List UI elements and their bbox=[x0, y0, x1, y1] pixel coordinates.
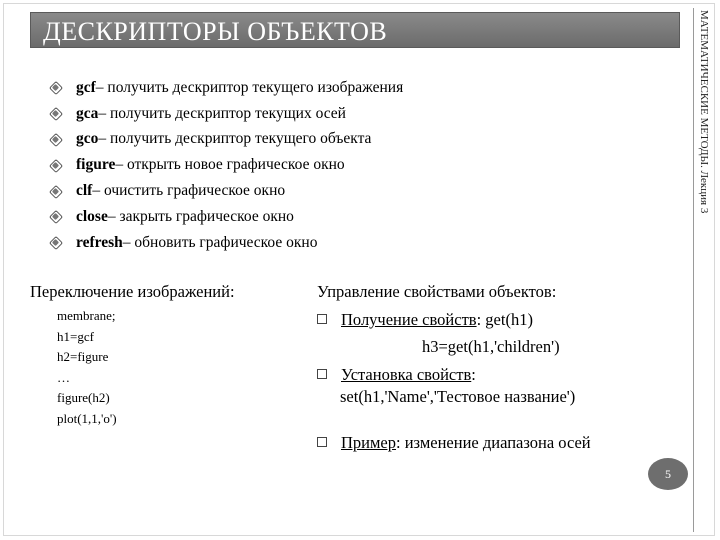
set-code: set(h1,'Name','Тестовое название') bbox=[340, 387, 576, 406]
example-text: : изменение диапазона осей bbox=[396, 433, 591, 452]
code-line: … bbox=[57, 369, 70, 385]
square-bullet-icon bbox=[317, 437, 327, 447]
code-line: h1=gcf bbox=[57, 328, 94, 344]
list-item bbox=[50, 101, 403, 127]
get-children-code: h3=get(h1,'children') bbox=[422, 337, 560, 356]
diamond-bullet-icon bbox=[50, 82, 61, 93]
diamond-bullet-icon bbox=[50, 108, 61, 119]
code-line: plot(1,1,'o') bbox=[57, 410, 117, 426]
code-line: h2=figure bbox=[57, 349, 109, 364]
diamond-bullet-icon bbox=[50, 134, 61, 145]
side-caption: МАТЕМАТИЧЕСКИЕ МЕТОДЫ. Лекция 3 bbox=[698, 10, 710, 214]
command-name: gca bbox=[76, 104, 99, 122]
switch-heading: Переключение изображений: bbox=[30, 282, 235, 301]
list-item bbox=[50, 127, 403, 153]
command-name: gcf bbox=[76, 78, 96, 96]
list-item bbox=[50, 204, 403, 230]
title-bar bbox=[30, 12, 680, 48]
get-properties-label: Получение свойств bbox=[341, 310, 477, 329]
side-divider bbox=[693, 8, 694, 532]
diamond-bullet-icon bbox=[50, 237, 61, 248]
command-description: – обновить графическое окно bbox=[122, 233, 318, 251]
properties-heading: Управление свойствами объектов: bbox=[317, 282, 557, 301]
command-name: close bbox=[76, 207, 108, 225]
square-bullet-icon bbox=[317, 314, 327, 324]
command-description: – открыть новое графическое окно bbox=[115, 156, 345, 174]
command-list bbox=[50, 75, 403, 256]
slide-title: ДЕСКРИПТОРЫ ОБЪЕКТОВ bbox=[43, 17, 388, 46]
diamond-bullet-icon bbox=[50, 211, 61, 222]
get-properties-item bbox=[317, 309, 533, 331]
set-properties-label: Установка свойств bbox=[341, 365, 472, 384]
list-item bbox=[50, 230, 403, 256]
page-number: 5 bbox=[648, 458, 688, 490]
command-description: – получить дескриптор текущих осей bbox=[98, 104, 346, 122]
list-item bbox=[50, 178, 403, 204]
set-colon: : bbox=[471, 365, 476, 384]
command-name: gco bbox=[76, 130, 99, 148]
diamond-bullet-icon bbox=[50, 160, 61, 171]
diamond-bullet-icon bbox=[50, 186, 61, 197]
command-description: – очистить графическое окно bbox=[92, 182, 286, 200]
get-code: : get(h1) bbox=[476, 310, 533, 329]
command-name: figure bbox=[76, 156, 116, 174]
code-block bbox=[57, 306, 117, 429]
example-item bbox=[317, 432, 591, 454]
example-label: Пример bbox=[341, 433, 397, 452]
command-name: clf bbox=[76, 182, 93, 200]
set-properties-item bbox=[317, 364, 476, 386]
switch-section bbox=[30, 282, 235, 302]
list-item bbox=[50, 152, 403, 178]
code-line: figure(h2) bbox=[57, 390, 110, 405]
list-item bbox=[50, 75, 403, 101]
code-line: membrane; bbox=[57, 308, 116, 323]
command-description: – получить дескриптор текущего изображения bbox=[95, 78, 404, 96]
command-name: refresh bbox=[76, 233, 123, 251]
square-bullet-icon bbox=[317, 369, 327, 379]
command-description: – получить дескриптор текущего объекта bbox=[98, 130, 372, 148]
command-description: – закрыть графическое окно bbox=[107, 207, 294, 225]
